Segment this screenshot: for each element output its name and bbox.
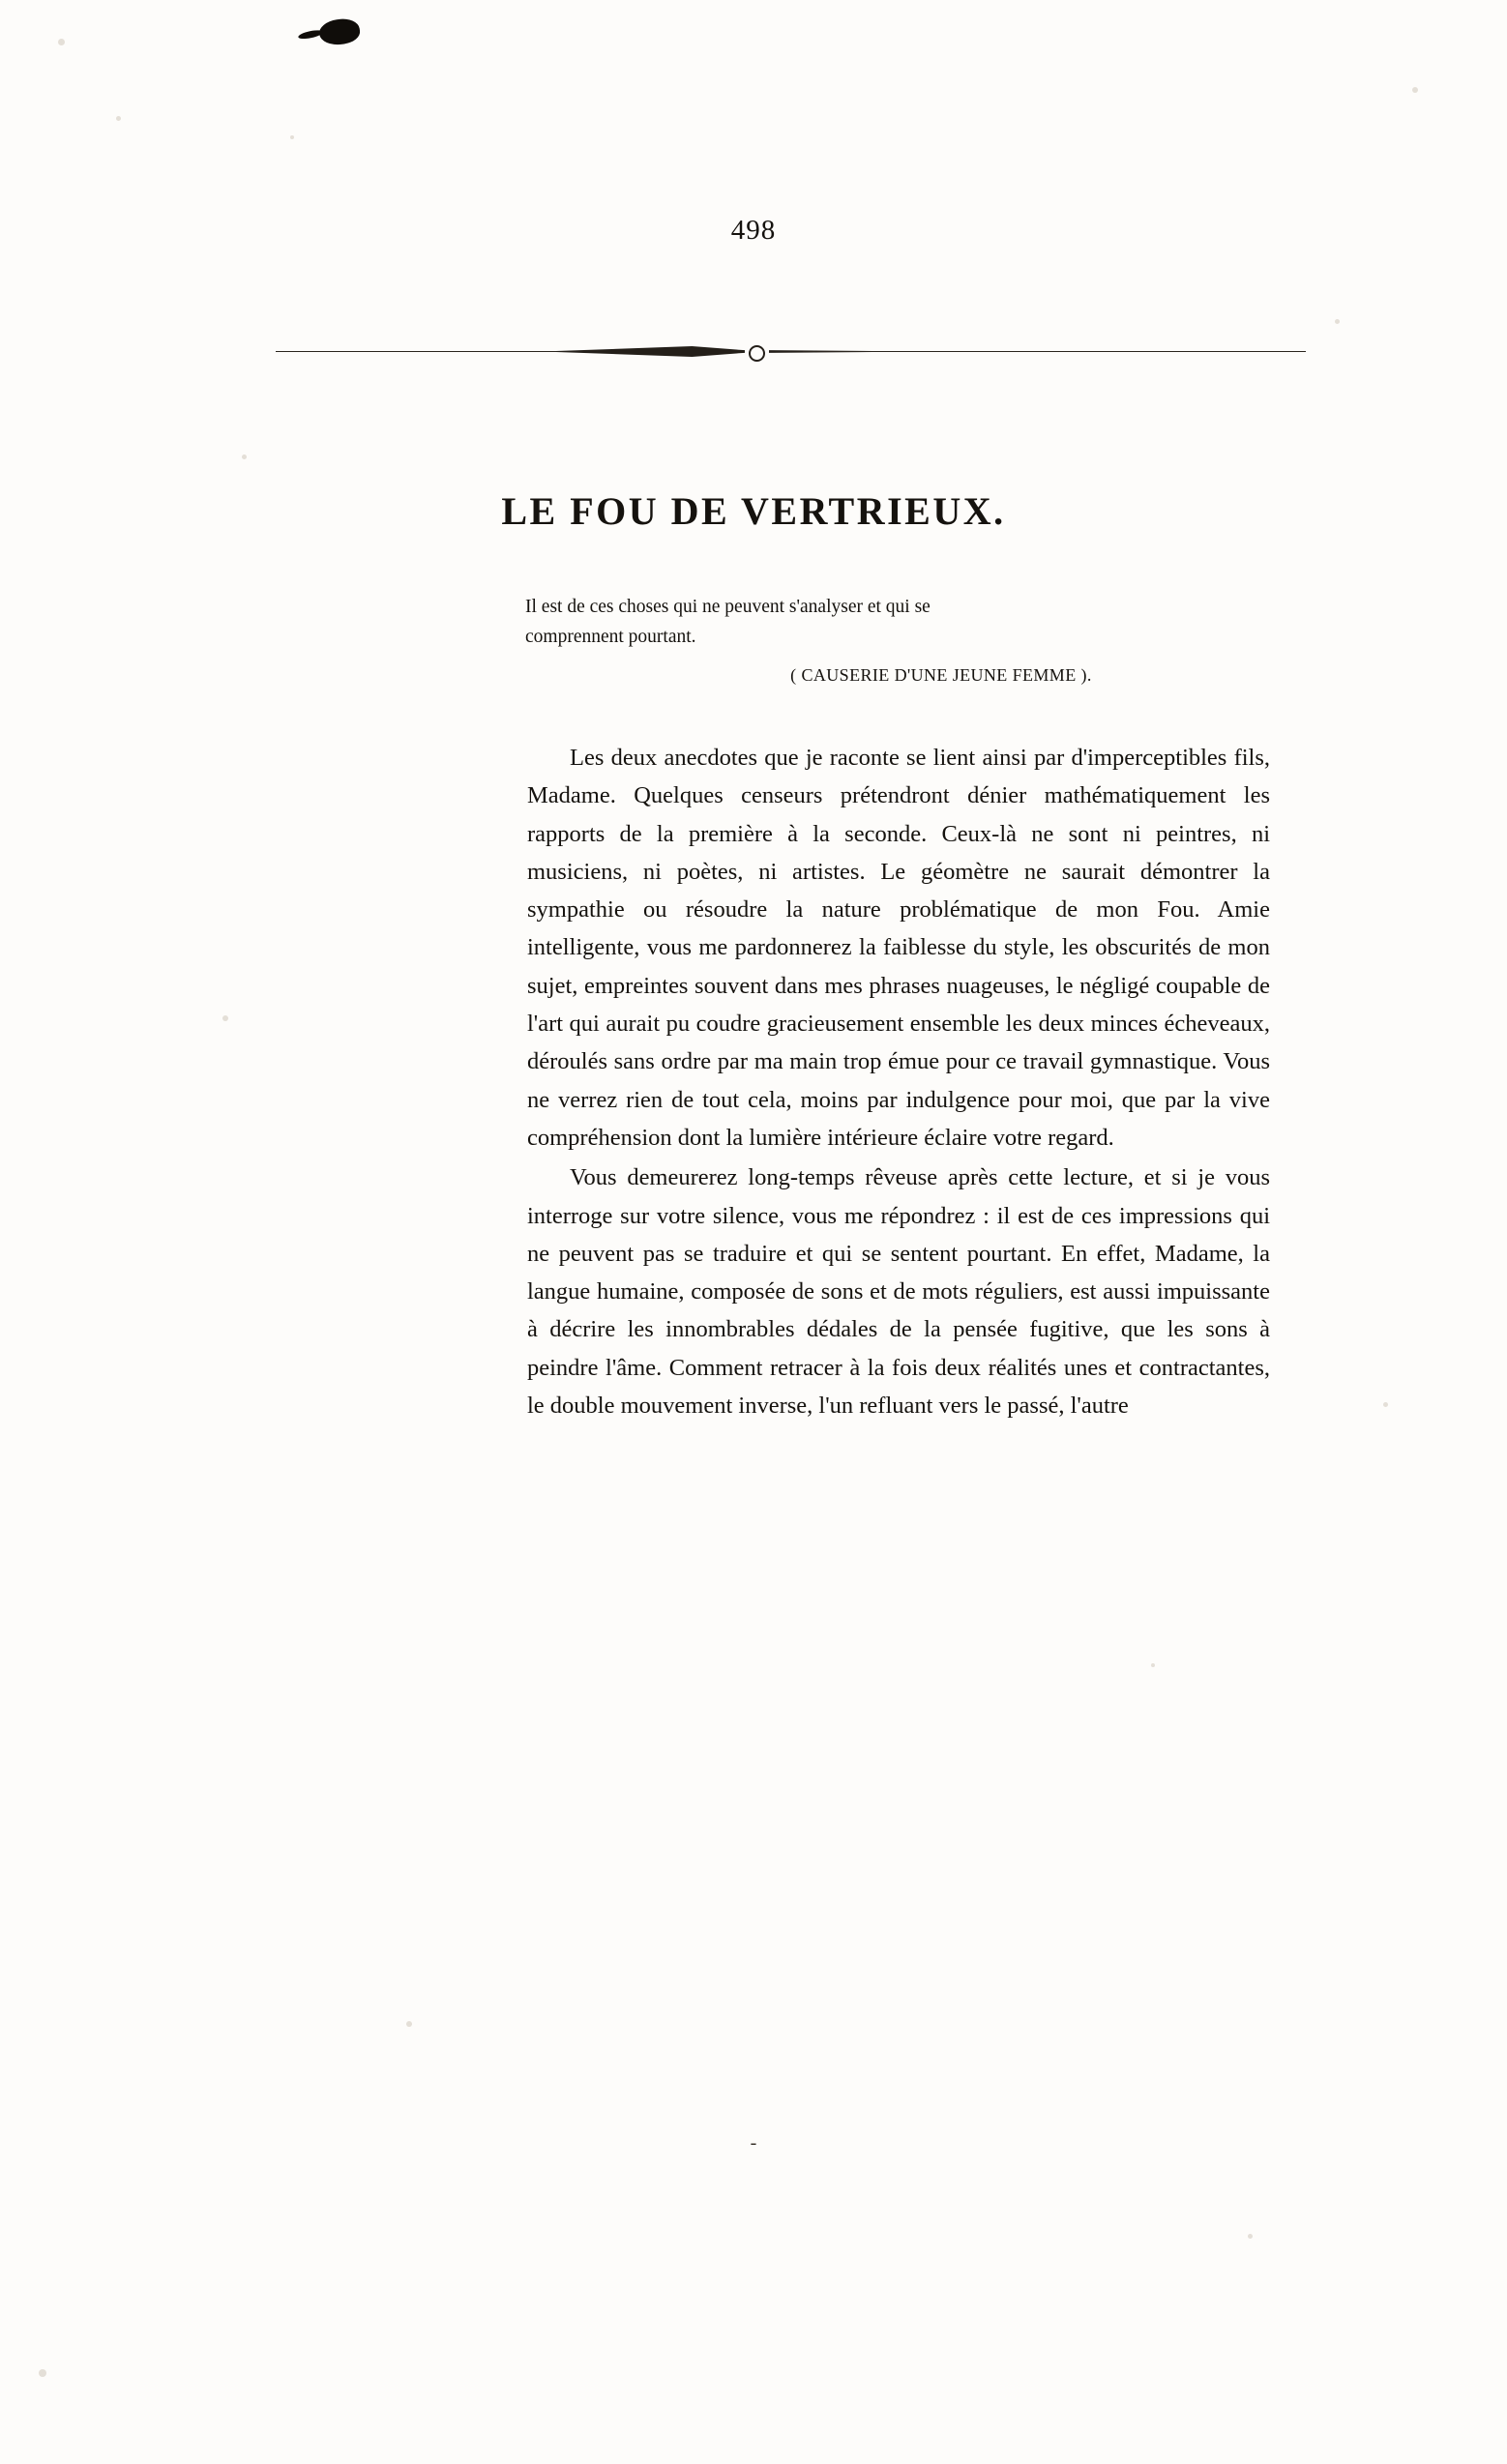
paragraph: Vous demeurerez long-temps rêveuse après cette lecture, et si je vous interroge sur votre silence, vous me répondrez : il est de ces impressions qui ne peuvent pas se traduire et qui se sentent pourtant. En effet, Madame, la langue humaine, composée de sons et de mots réguliers, est aussi impuissante à décrire les innombrables dédales de la pensée fugitive, que les sons à peindre l'âme. Comment retracer à la fois deux réalités unes et contractantes, le double mouvement inverse, l'un refluant vers le passé, l'autre (527, 1164, 1270, 1420)
paper-speck (1383, 1402, 1388, 1407)
paper-speck (290, 135, 294, 139)
rule-ring-ornament (749, 345, 765, 362)
rule-hairline-left (276, 351, 566, 352)
paper-speck (222, 1015, 228, 1021)
epigraph-line-2: comprennent pourtant. (525, 627, 696, 647)
paper-speck (1412, 87, 1418, 93)
paper-speck (1335, 319, 1340, 324)
paper-speck (116, 116, 121, 121)
body-text (527, 739, 1270, 1424)
page-number: 498 (730, 215, 777, 246)
paper-speck (1151, 1663, 1155, 1667)
epigraph-attribution: ( CAUSERIE D'UNE JEUNE FEMME ). (790, 665, 1092, 685)
paragraph: Les deux anecdotes que je raconte se lient ainsi par d'imperceptibles fils, Madame. Quelques censeurs prétendront dénier mathématiquement les rapports de la première à la seconde. Ceux-là ne sont ni peintres, ni musiciens, ni poètes, ni artistes. Le géomètre ne saurait démontrer la sympathie ou résoudre la nature problématique de mon Fou. Amie intelligente, vous me pardonnerez la faiblesse du style, les obscurités de mon sujet, empreintes souvent dans mes phrases nuageuses, le négligé coupable de l'art qui aurait pu coudre gracieusement ensemble les deux minces écheveaux, déroulés sans ordre par ma main trop émue pour ce travail gymnastique. Vous ne verrez rien de tout cela, moins par indulgence pour moi, que par la vive compréhension dont la lumière intérieure éclaire votre regard. (527, 745, 1270, 1151)
paper-speck (58, 39, 65, 45)
paper-speck (1248, 2234, 1253, 2239)
page-title: LE FOU DE VERTRIEUX. (501, 488, 1006, 533)
paper-speck (242, 455, 247, 459)
epigraph (525, 592, 1270, 690)
epigraph-line-1: Il est de ces choses qui ne peuvent s'analyser et qui se (525, 597, 931, 617)
foot-mark: - (750, 2132, 757, 2154)
decorative-rule (276, 340, 1306, 364)
paper-speck (406, 2021, 412, 2027)
rule-hairline-right (803, 351, 1306, 352)
ink-blot (317, 16, 361, 47)
paper-speck (39, 2369, 46, 2377)
rule-taper-left (556, 346, 745, 357)
